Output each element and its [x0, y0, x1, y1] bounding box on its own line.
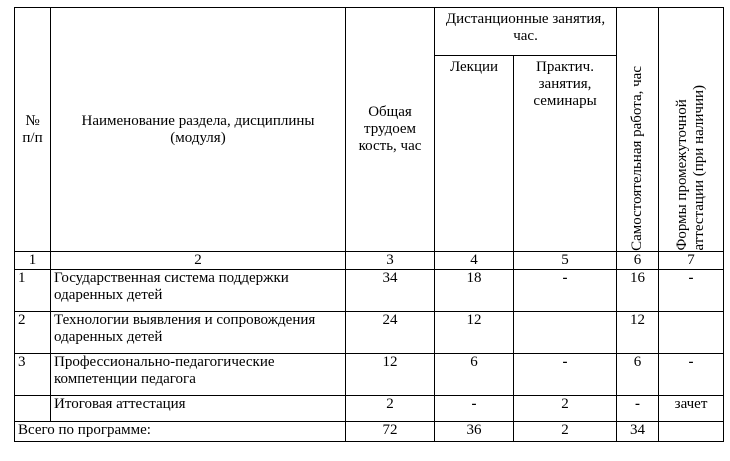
column-number: 6 [617, 252, 659, 270]
header-name: Наименование раздела, дисциплины (модуля) [51, 8, 346, 252]
row-lectures: 18 [435, 270, 514, 312]
row-lectures: 6 [435, 354, 514, 396]
row-num: 2 [15, 312, 51, 354]
row-practice: - [514, 270, 617, 312]
header-self-work: Самостоятельная работа, час [617, 8, 659, 252]
header-lectures: Лекции [435, 56, 514, 252]
total-total: 72 [346, 422, 435, 442]
row-num: 1 [15, 270, 51, 312]
table-row [15, 270, 724, 312]
table-row [15, 396, 724, 422]
total-practice: 2 [514, 422, 617, 442]
header-practice: Практич. занятия, семинары [514, 56, 617, 252]
header-total: Общая трудоем кость, час [346, 8, 435, 252]
row-self-work: - [617, 396, 659, 422]
header-row-1 [15, 8, 724, 56]
row-total: 12 [346, 354, 435, 396]
total-row [15, 422, 724, 442]
column-number: 2 [51, 252, 346, 270]
row-total: 34 [346, 270, 435, 312]
total-label: Всего по программе: [15, 422, 346, 442]
row-name: Технологии выявления и сопровождения одаренных детей [51, 312, 346, 354]
row-attestation: - [659, 270, 724, 312]
row-name: Государственная система поддержки одаренных детей [51, 270, 346, 312]
column-numbers-row [15, 252, 724, 270]
table-row [15, 312, 724, 354]
row-practice [514, 312, 617, 354]
total-self-work: 34 [617, 422, 659, 442]
column-number: 4 [435, 252, 514, 270]
total-lectures: 36 [435, 422, 514, 442]
row-practice: 2 [514, 396, 617, 422]
header-distance-group: Дистанционные занятия, час. [435, 8, 617, 56]
row-total: 24 [346, 312, 435, 354]
row-attestation: зачет [659, 396, 724, 422]
row-total: 2 [346, 396, 435, 422]
row-name: Профессионально-педагогические компетенции педагога [51, 354, 346, 396]
row-num: 3 [15, 354, 51, 396]
row-practice: - [514, 354, 617, 396]
row-lectures: - [435, 396, 514, 422]
column-number: 7 [659, 252, 724, 270]
column-number: 5 [514, 252, 617, 270]
row-num [15, 396, 51, 422]
total-attestation [659, 422, 724, 442]
header-num: № п/п [15, 8, 51, 252]
row-name: Итоговая аттестация [51, 396, 346, 422]
row-lectures: 12 [435, 312, 514, 354]
curriculum-table [14, 7, 724, 442]
row-attestation: - [659, 354, 724, 396]
row-self-work: 6 [617, 354, 659, 396]
column-number: 3 [346, 252, 435, 270]
row-attestation [659, 312, 724, 354]
header-attestation: Формы промежуточной аттестации (при наличии) [659, 8, 724, 252]
row-self-work: 16 [617, 270, 659, 312]
row-self-work: 12 [617, 312, 659, 354]
table-row [15, 354, 724, 396]
column-number: 1 [15, 252, 51, 270]
